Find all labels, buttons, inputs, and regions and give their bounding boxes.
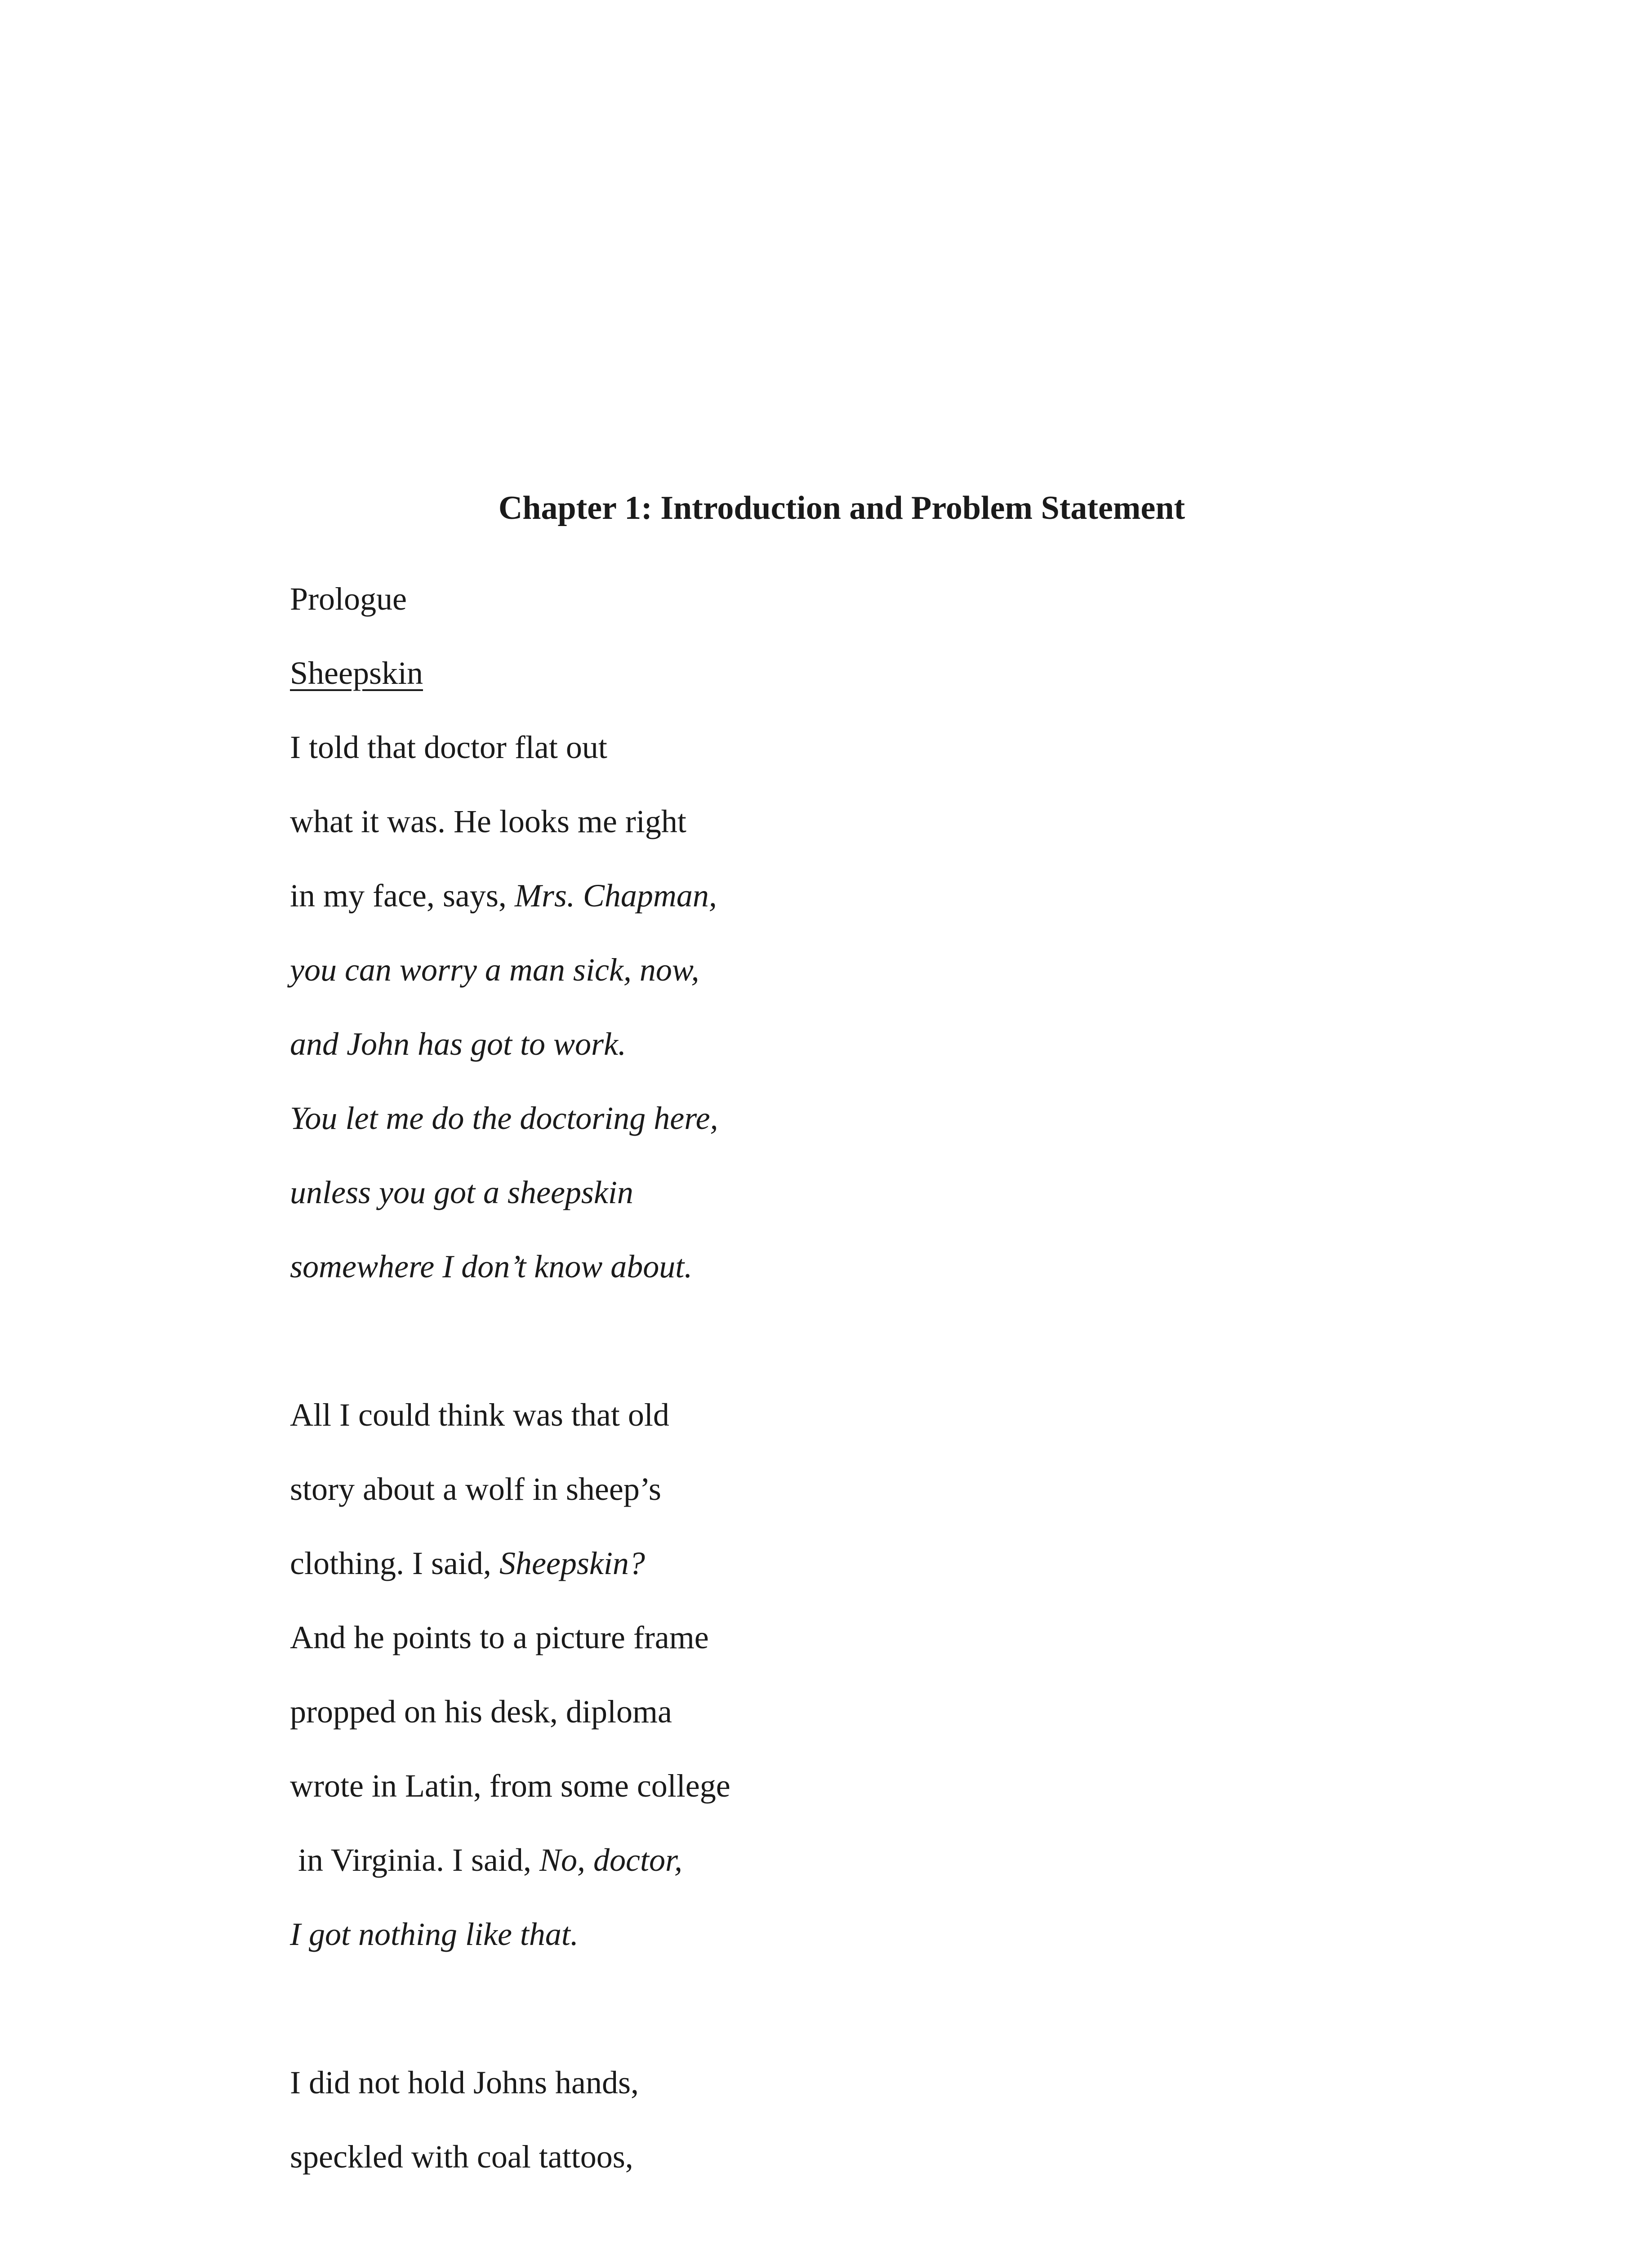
italic-text: unless you got a sheepskin bbox=[290, 1174, 633, 1210]
roman-text: wrote in Latin, from some college bbox=[290, 1768, 730, 1804]
poem-line bbox=[290, 859, 1369, 933]
poem-title-text: Sheepskin bbox=[290, 655, 423, 691]
poem-line bbox=[290, 933, 1369, 1007]
roman-text: propped on his desk, diploma bbox=[290, 1694, 672, 1730]
roman-text: story about a wolf in sheep’s bbox=[290, 1471, 661, 1507]
poem-line bbox=[290, 1452, 1369, 1526]
stanza-2 bbox=[290, 1378, 1369, 1971]
italic-text: You let me do the doctoring here, bbox=[290, 1100, 718, 1136]
roman-text: what it was. He looks me right bbox=[290, 803, 686, 839]
poem-line bbox=[290, 1007, 1369, 1081]
poem-line bbox=[290, 1155, 1369, 1230]
page-content bbox=[290, 562, 1369, 2194]
italic-text: you can worry a man sick, now, bbox=[290, 952, 699, 988]
roman-text: And he points to a picture frame bbox=[290, 1619, 709, 1655]
stanza-3 bbox=[290, 2046, 1369, 2194]
poem-line bbox=[290, 1601, 1369, 1675]
poem-line bbox=[290, 1675, 1369, 1749]
poem-line bbox=[290, 1378, 1369, 1452]
roman-text: I told that doctor flat out bbox=[290, 729, 607, 765]
poem-line bbox=[290, 1230, 1369, 1304]
roman-text: I did not hold Johns hands, bbox=[290, 2065, 639, 2101]
poem-line bbox=[290, 1526, 1369, 1601]
roman-text: in Virginia. I said, bbox=[290, 1842, 539, 1878]
stanza-1 bbox=[290, 710, 1369, 1304]
roman-text: speckled with coal tattoos, bbox=[290, 2139, 633, 2175]
italic-text: Sheepskin? bbox=[499, 1545, 645, 1581]
poem-line bbox=[290, 1749, 1369, 1823]
italic-text: Mrs. Chapman, bbox=[514, 878, 717, 914]
poem-line bbox=[290, 1897, 1369, 1971]
poem-title bbox=[290, 636, 1369, 710]
italic-text: I got nothing like that. bbox=[290, 1916, 579, 1952]
poem-line bbox=[290, 785, 1369, 859]
roman-text: All I could think was that old bbox=[290, 1397, 669, 1433]
poem-line bbox=[290, 1081, 1369, 1155]
roman-text: in my face, says, bbox=[290, 878, 515, 914]
poem-line bbox=[290, 2046, 1369, 2120]
poem-line bbox=[290, 1823, 1369, 1897]
section-label: Prologue bbox=[290, 581, 407, 617]
italic-text: somewhere I don’t know about. bbox=[290, 1249, 693, 1285]
poem-line bbox=[290, 2120, 1369, 2194]
poem-line bbox=[290, 710, 1369, 785]
italic-text: and John has got to work. bbox=[290, 1026, 626, 1062]
italic-text: No, doctor, bbox=[539, 1842, 683, 1878]
chapter-title: Chapter 1: Introduction and Problem Statement bbox=[498, 490, 1185, 526]
roman-text: clothing. I said, bbox=[290, 1545, 499, 1581]
